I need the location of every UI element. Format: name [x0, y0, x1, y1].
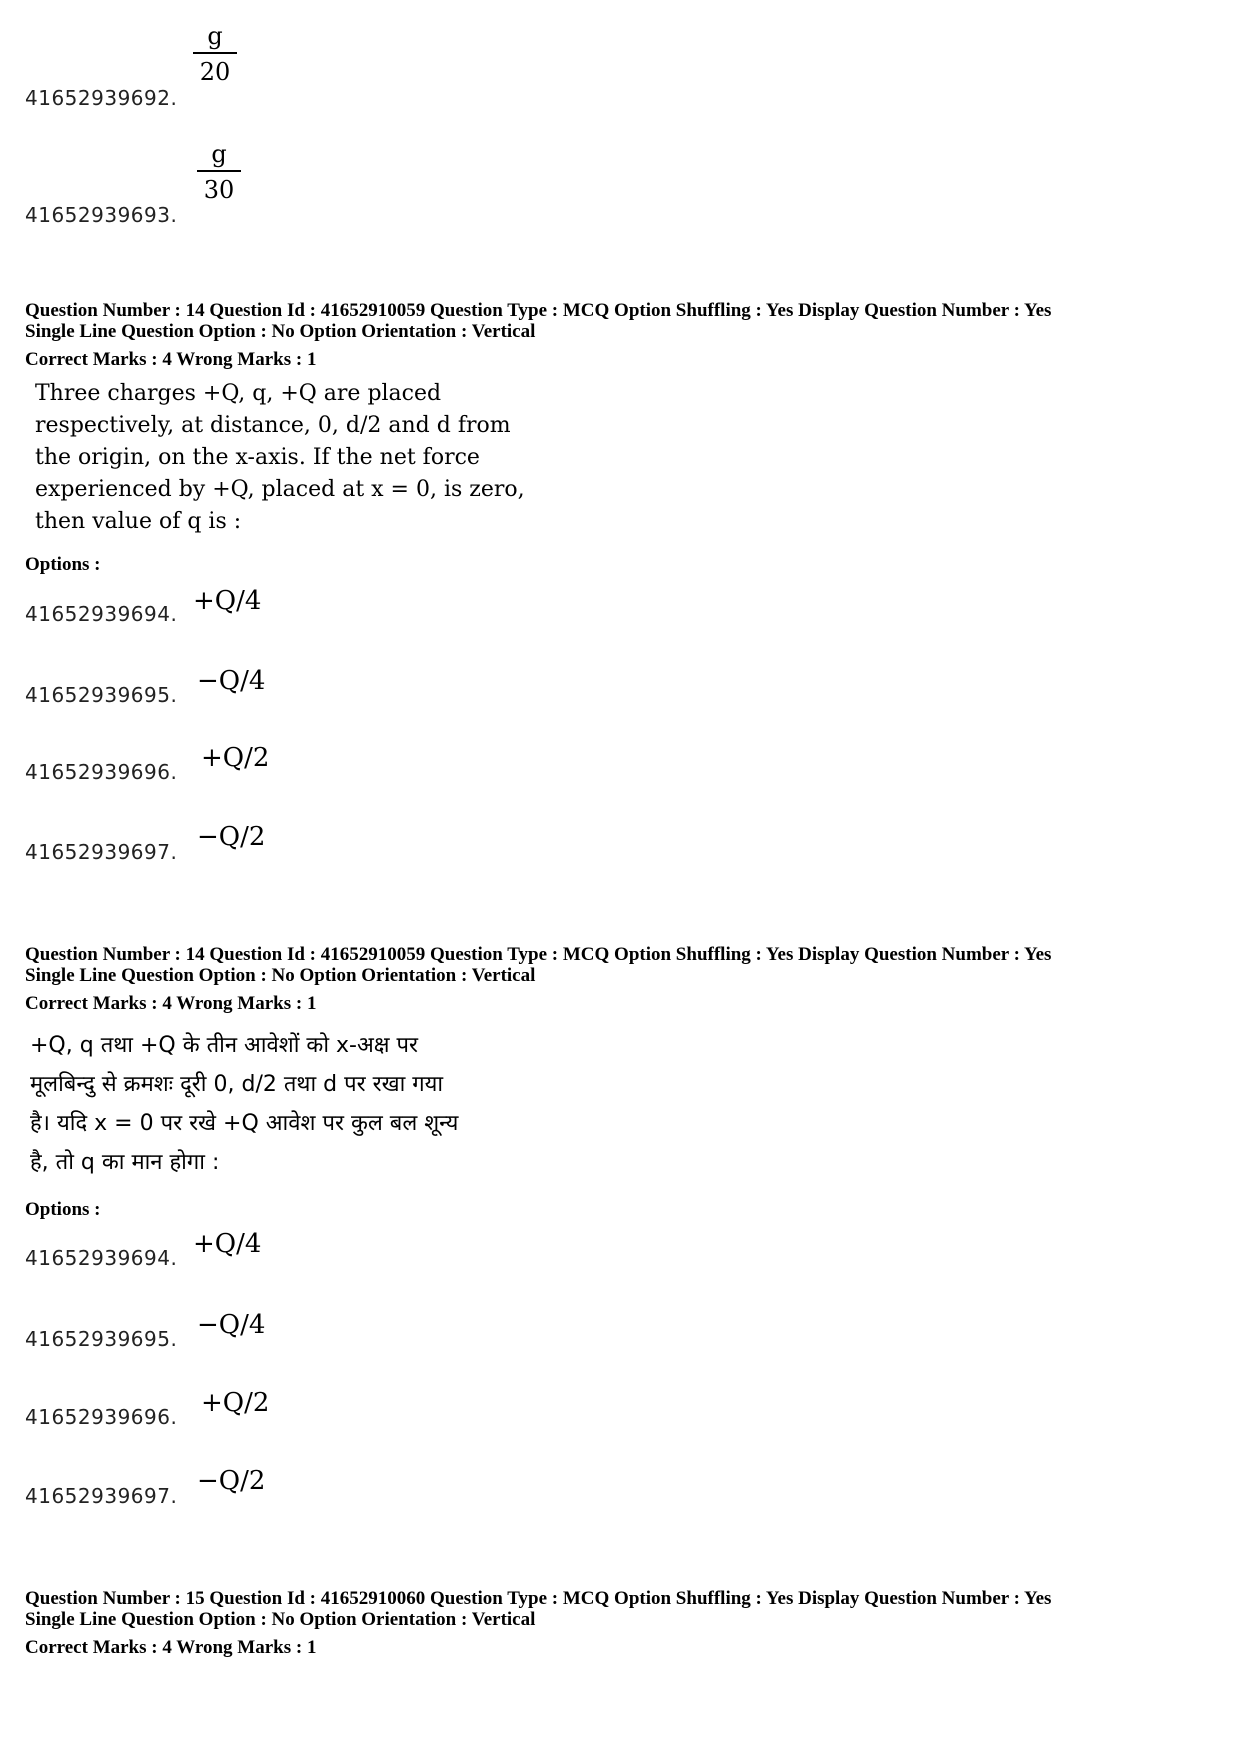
- question-text: +Q, q तथा +Q के तीन आवेशों को x-अक्ष पर मूलबिन्दु से क्रमशः दूरी 0, d/2 तथा d पर रखा गया है। यदि x = 0 पर रखे +Q आवेश पर कुल बल शून्य है, तो q का मान होगा :: [30, 1033, 459, 1175]
- question-meta: Single Line Question Option : No Option Orientation : Vertical: [25, 965, 536, 986]
- option-id: 41652939692.: [25, 86, 178, 110]
- question-marks: Correct Marks : 4 Wrong Marks : 1: [25, 993, 317, 1014]
- option-id: 41652939697.: [25, 1484, 178, 1508]
- option-value: −Q/2: [197, 1466, 266, 1496]
- fraction-bar: [193, 52, 237, 54]
- option-value: −Q/4: [197, 666, 266, 696]
- option-fraction: g 20: [193, 22, 237, 86]
- option-value: +Q/4: [193, 586, 262, 616]
- option-id: 41652939694.: [25, 602, 178, 626]
- question-text: Three charges +Q, q, +Q are placed respectively, at distance, 0, d/2 and d from the origin, on the x-axis. If the net force experienced by +Q, placed at x = 0, is zero, then value of q is :: [35, 381, 525, 534]
- option-fraction: g 30: [197, 140, 241, 204]
- option-id: 41652939694.: [25, 1246, 178, 1270]
- question-meta: Question Number : 14 Question Id : 41652910059 Question Type : MCQ Option Shuffling : Yes Display Question Number : Yes: [25, 300, 1052, 321]
- question-meta: Question Number : 15 Question Id : 41652910060 Question Type : MCQ Option Shuffling : Yes Display Question Number : Yes: [25, 1588, 1052, 1609]
- question-meta: Single Line Question Option : No Option Orientation : Vertical: [25, 1609, 536, 1630]
- option-id: 41652939693.: [25, 203, 178, 227]
- question-meta: Single Line Question Option : No Option Orientation : Vertical: [25, 321, 536, 342]
- fraction-bar: [197, 170, 241, 172]
- option-id: 41652939696.: [25, 760, 178, 784]
- options-label: Options :: [25, 1199, 101, 1220]
- option-id: 41652939696.: [25, 1405, 178, 1429]
- question-marks: Correct Marks : 4 Wrong Marks : 1: [25, 1637, 317, 1658]
- option-value: +Q/2: [201, 1388, 270, 1418]
- option-value: +Q/2: [201, 743, 270, 773]
- option-value: −Q/2: [197, 822, 266, 852]
- question-marks: Correct Marks : 4 Wrong Marks : 1: [25, 349, 317, 370]
- option-id: 41652939697.: [25, 840, 178, 864]
- option-value: +Q/4: [193, 1229, 262, 1259]
- option-id: 41652939695.: [25, 683, 178, 707]
- option-id: 41652939695.: [25, 1327, 178, 1351]
- question-meta: Question Number : 14 Question Id : 41652910059 Question Type : MCQ Option Shuffling : Yes Display Question Number : Yes: [25, 944, 1052, 965]
- options-label: Options :: [25, 554, 101, 575]
- option-value: −Q/4: [197, 1310, 266, 1340]
